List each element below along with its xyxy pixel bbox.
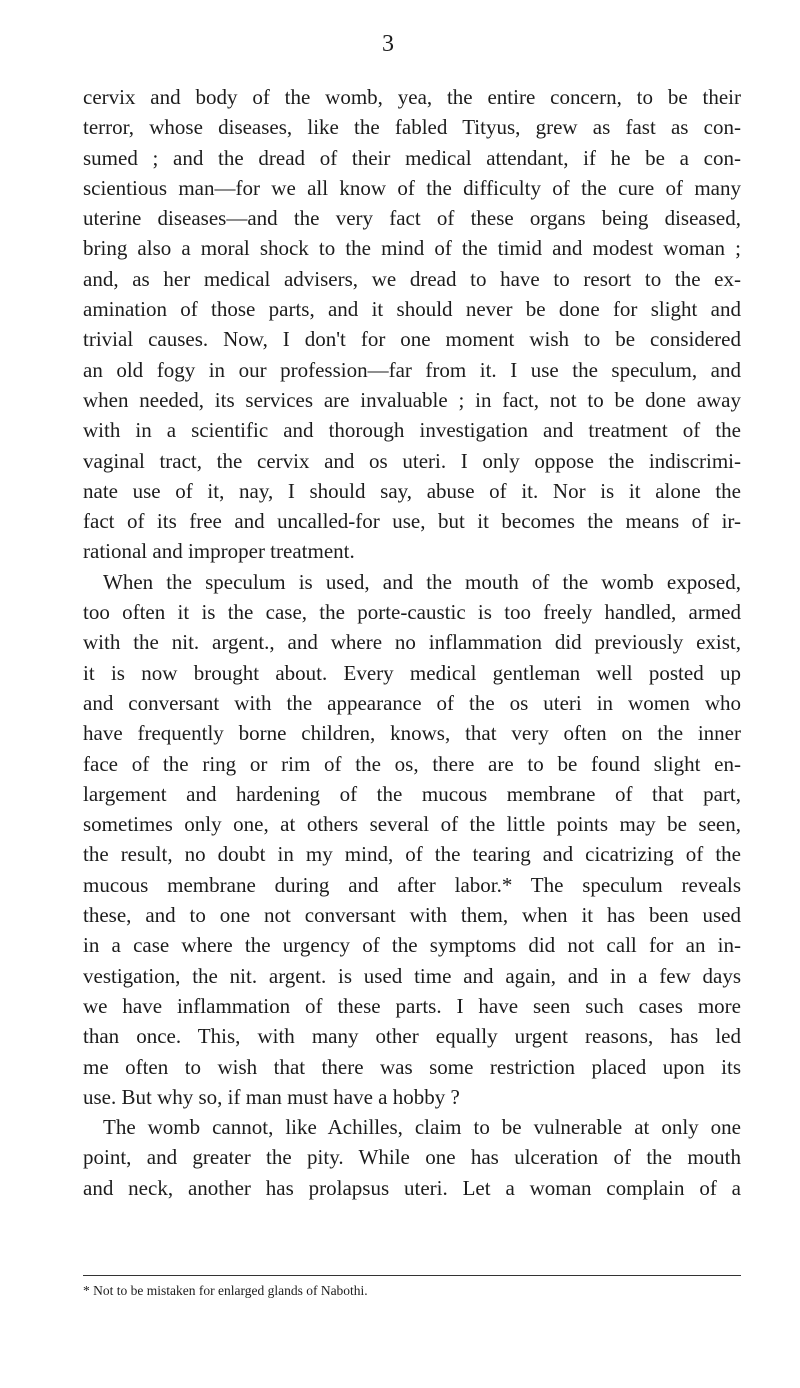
text-line: scientious man—for we all know of the difficulty of the cure of many: [83, 175, 741, 200]
text-line: When the speculum is used, and the mouth of the womb exposed,: [103, 569, 741, 594]
text-line: uterine diseases—and the very fact of these organs being diseased,: [83, 206, 741, 231]
text-line: terror, whose diseases, like the fabled Tityus, grew as fast as con-: [83, 115, 741, 140]
text-line: when needed, its services are invaluable ; in fact, not to be done away: [83, 387, 741, 412]
text-line: bring also a moral shock to the mind of the timid and modest woman ;: [83, 236, 741, 261]
text-line: vaginal tract, the cervix and os uteri. I only oppose the indiscrimi-: [83, 448, 741, 473]
text-line: me often to wish that there was some restriction placed upon its: [83, 1054, 741, 1079]
text-line: sumed ; and the dread of their medical attendant, if he be a con-: [83, 145, 741, 170]
text-line: use. But why so, if man must have a hobby ?: [83, 1084, 460, 1109]
text-line: we have inflammation of these parts. I have seen such cases more: [83, 993, 741, 1018]
page-number: 3: [382, 31, 394, 57]
footnote: * Not to be mistaken for enlarged glands of Nabothi.: [83, 1283, 368, 1298]
text-line: trivial causes. Now, I don't for one moment wish to be considered: [83, 327, 741, 352]
text-line: amination of those parts, and it should never be done for slight and: [83, 297, 741, 322]
text-line: cervix and body of the womb, yea, the entire concern, to be their: [83, 85, 741, 109]
text-line: point, and greater the pity. While one has ulceration of the mouth: [83, 1145, 741, 1170]
text-line: have frequently borne children, knows, that very often on the inner: [83, 721, 741, 746]
text-line: too often it is the case, the porte-caustic is too freely handled, armed: [83, 600, 741, 625]
text-line: and conversant with the appearance of the os uteri in women who: [83, 690, 741, 715]
text-line: these, and to one not conversant with them, when it has been used: [83, 903, 741, 928]
body-text: [83, 82, 741, 1203]
text-line: with in a scientific and thorough investigation and treatment of the: [83, 418, 741, 443]
text-line: mucous membrane during and after labor.* The speculum reveals: [83, 872, 741, 897]
text-line: fact of its free and uncalled-for use, but it becomes the means of ir-: [83, 509, 741, 534]
paragraph: [83, 1112, 741, 1203]
text-line: the result, no doubt in my mind, of the tearing and cicatrizing of the: [83, 842, 741, 867]
text-line: nate use of it, nay, I should say, abuse of it. Nor is it alone the: [83, 478, 741, 503]
text-line: face of the ring or rim of the os, there are to be found slight en-: [83, 751, 741, 776]
text-line: with the nit. argent., and where no inflammation did previously exist,: [83, 630, 741, 655]
text-line: it is now brought about. Every medical gentleman well posted up: [83, 660, 741, 685]
text-line: than once. This, with many other equally urgent reasons, has led: [83, 1024, 741, 1049]
text-line: rational and improper treatment.: [83, 539, 355, 564]
text-line: vestigation, the nit. argent. is used time and again, and in a few days: [83, 963, 741, 988]
text-line: and, as her medical advisers, we dread to have to resort to the ex-: [83, 266, 741, 291]
text-line: an old fogy in our profession—far from it. I use the speculum, and: [83, 357, 741, 382]
footnote-divider: [83, 1275, 741, 1276]
paragraph: [83, 567, 741, 1112]
text-line: sometimes only one, at others several of the little points may be seen,: [83, 812, 741, 837]
text-line: The womb cannot, like Achilles, claim to be vulnerable at only one: [103, 1115, 741, 1140]
text-line: largement and hardening of the mucous membrane of that part,: [83, 781, 741, 806]
paragraph: [83, 82, 741, 567]
text-line: in a case where the urgency of the symptoms did not call for an in-: [83, 933, 741, 958]
text-line: and neck, another has prolapsus uteri. Let a woman complain of a: [83, 1175, 741, 1200]
